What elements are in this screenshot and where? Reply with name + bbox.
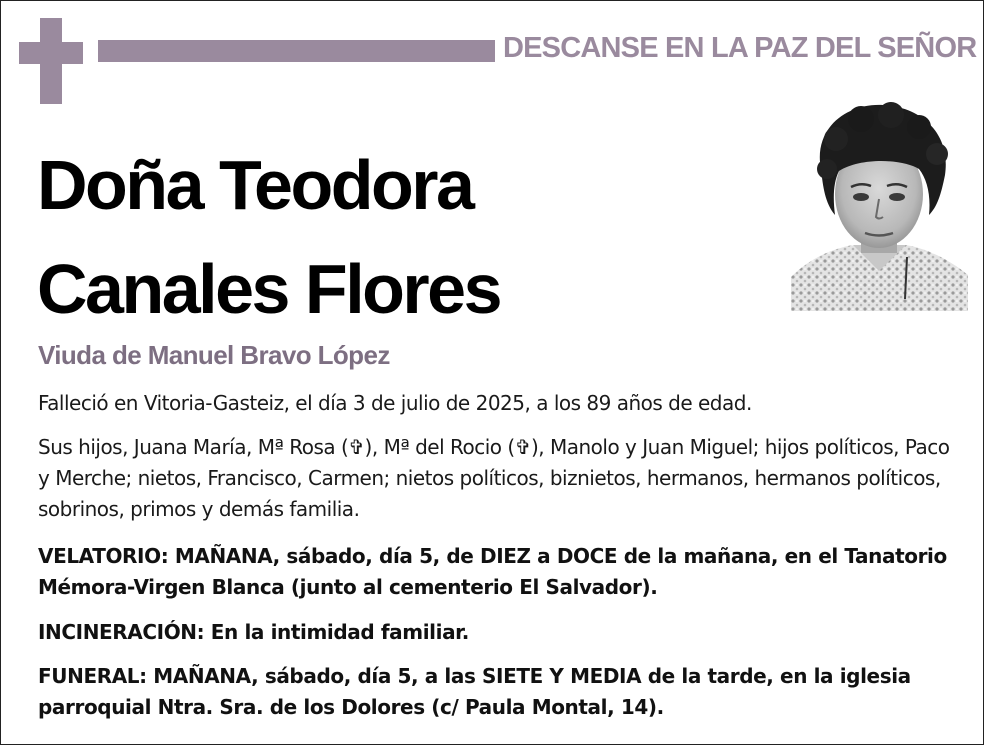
cross-icon [19, 18, 83, 104]
deceased-name-line2: Canales Flores [37, 250, 500, 328]
incineracion-paragraph: INCINERACIÓN: En la intimidad familiar. [38, 620, 469, 644]
widow-subtitle: Viuda de Manuel Bravo López [38, 340, 390, 370]
deceased-name-line1: Doña Teodora [37, 146, 473, 224]
portrait-photo [791, 99, 968, 311]
header-rule [98, 40, 495, 62]
velatorio-paragraph: VELATORIO: MAÑANA, sábado, día 5, de DIEZ a DOCE de la mañana, en el Tanatorio Mémora-Virgen Blanca (junto al cementerio El Salvador). [38, 544, 947, 599]
funeral-paragraph: FUNERAL: MAÑANA, sábado, día 5, a las SIETE Y MEDIA de la tarde, en la iglesia parroquial Ntra. Sra. de los Dolores (c/ Paula Montal, 14). [38, 664, 911, 719]
death-announcement: Falleció en Vitoria-Gasteiz, el día 3 de julio de 2025, a los 89 años de edad. [38, 391, 752, 415]
deceased-name [37, 133, 500, 341]
header-title: DESCANSE EN LA PAZ DEL SEÑOR [503, 32, 977, 64]
family-paragraph: Sus hijos, Juana María, Mª Rosa (✞), Mª del Rocio (✞), Manolo y Juan Miguel; hijos políticos, Paco y Merche; nietos, Francisco, Carmen; nietos políticos, biznietos, hermanos, hermanos políticos, sobrinos, primos y demás familia. [38, 435, 950, 521]
